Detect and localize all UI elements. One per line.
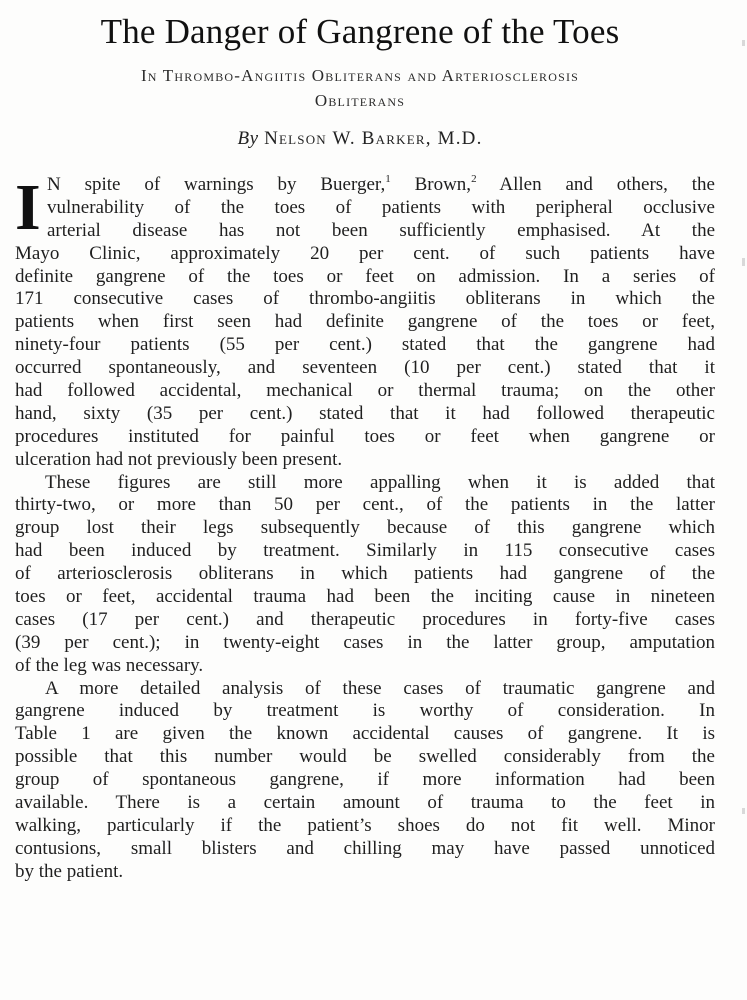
body-line: patients when first seen had definite gangrene of the toes or feet, [15, 311, 715, 333]
body-line: thirty-two, or more than 50 per cent., of the patients in the latter [15, 494, 715, 516]
body-line: Mayo Clinic, approximately 20 per cent. of such patients have [15, 242, 715, 264]
body-line: contusions, small blisters and chilling may have passed unnoticed [15, 837, 715, 859]
body-line: Table 1 are given the known accidental causes of gangrene. It is [15, 723, 715, 745]
footnote-ref-2[interactable]: 2 [471, 173, 477, 185]
scan-artifact [742, 258, 745, 266]
body-line: available. There is a certain amount of trauma to the feet in [15, 792, 715, 814]
body-line: had been induced by treatment. Similarly in 115 consecutive cases [15, 540, 715, 562]
body-line: toes or feet, accidental trauma had been the inciting cause in nineteen [15, 586, 715, 608]
body-line: group lost their legs subsequently because of this gangrene which [15, 517, 715, 539]
body-line: These figures are still more appalling when it is added that [45, 471, 715, 493]
body-line: arterial disease has not been sufficiently emphasised. At the [47, 219, 715, 241]
body-line: walking, particularly if the patient’s shoes do not fit well. Minor [15, 814, 715, 836]
byline-prefix: By [237, 128, 259, 149]
body-line: gangrene induced by treatment is worthy of consideration. In [15, 700, 715, 722]
body-line: vulnerability of the toes of patients with peripheral occlusive [47, 196, 715, 218]
body-line: by the patient. [15, 860, 124, 882]
body-line: hand, sixty (35 per cent.) stated that it had followed therapeutic [15, 402, 715, 424]
body-line: A more detailed analysis of these cases of traumatic gangrene and [45, 677, 715, 699]
text-run: Allen and others, the [476, 174, 715, 195]
footnote-ref-1[interactable]: 1 [385, 173, 391, 185]
text-run: N spite of warnings by Buerger, [47, 174, 386, 195]
body-line: had followed accidental, mechanical or thermal trauma; on the other [15, 380, 715, 402]
text-run: Brown, [390, 174, 472, 195]
body-line: of the leg was necessary. [15, 654, 204, 676]
body-line: cases (17 per cent.) and therapeutic procedures in forty-five cases [15, 608, 715, 630]
body-line: possible that this number would be swelled considerably from the [15, 746, 715, 768]
article-body [15, 171, 715, 884]
article-subtitle-line-2: Obliterans [314, 91, 406, 110]
article-title: The Danger of Gangrene of the Toes [100, 12, 620, 51]
body-line: group of spontaneous gangrene, if more information had been [15, 769, 715, 791]
drop-cap: I [15, 171, 41, 244]
body-line: 171 consecutive cases of thrombo-angiitis obliterans in which the [15, 288, 715, 310]
body-line: definite gangrene of the toes or feet on admission. In a series of [15, 265, 715, 287]
body-line: of arteriosclerosis obliterans in which patients had gangrene of the [15, 563, 715, 585]
body-line: procedures instituted for painful toes or feet when gangrene or [15, 425, 715, 447]
scan-artifact [742, 808, 745, 814]
body-line: (39 per cent.); in twenty-eight cases in the latter group, amputation [15, 631, 715, 653]
body-line: occurred spontaneously, and seventeen (10 per cent.) stated that it [15, 357, 715, 379]
scan-artifact [742, 40, 745, 46]
body-line: ulceration had not previously been present. [15, 448, 343, 470]
body-line: ninety-four patients (55 per cent.) stated that the gangrene had [15, 334, 715, 356]
body-line [15, 174, 715, 197]
byline [0, 128, 720, 150]
author-name: Nelson W. Barker, M.D. [264, 128, 483, 149]
article-subtitle-line-1: In Thrombo-Angiitis Obliterans and Arteriosclerosis [140, 66, 580, 85]
